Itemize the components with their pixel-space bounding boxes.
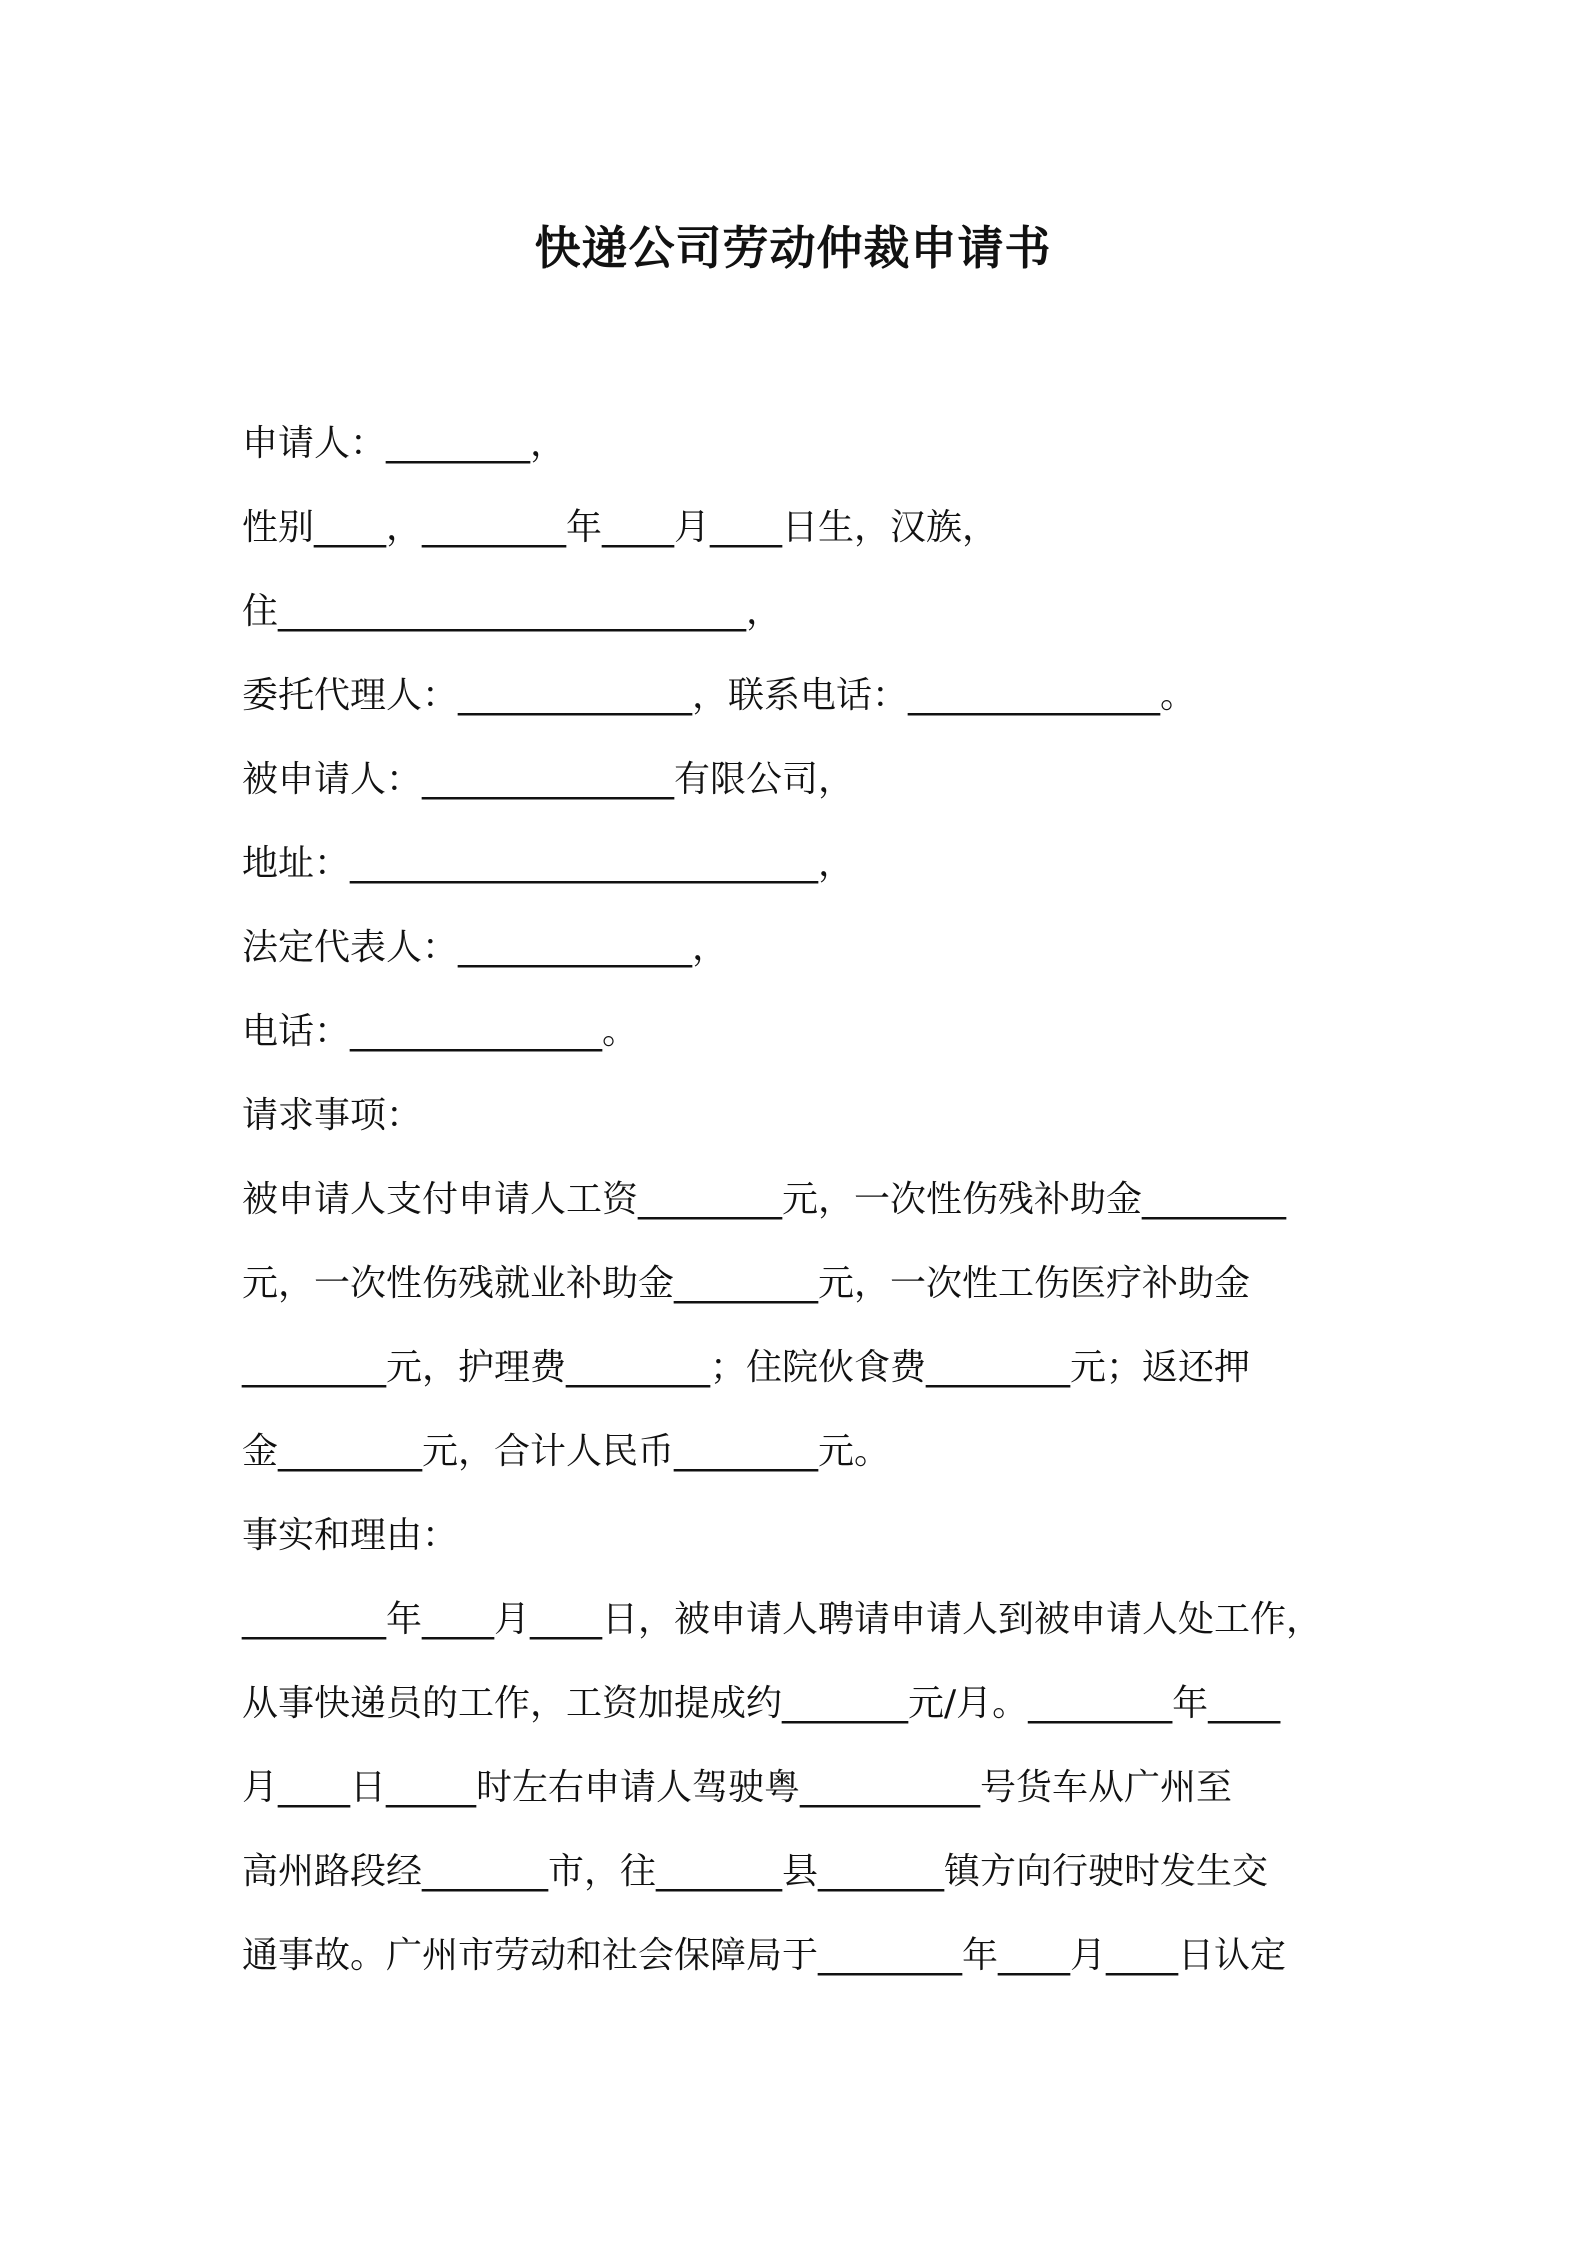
- facts-line-3: 月____日_____时左右申请人驾驶粤__________号货车从广州至: [242, 1767, 1233, 1808]
- claims-line-4: 金________元，合计人民币________元。: [242, 1431, 891, 1472]
- respondent-address-line: 地址：__________________________，: [242, 843, 855, 884]
- address-line: 住__________________________，: [242, 591, 782, 632]
- respondent-line: 被申请人：______________有限公司，: [242, 759, 855, 800]
- legal-representative-line: 法定代表人：_____________，: [242, 927, 729, 968]
- respondent-phone-line: 电话：______________。: [242, 1011, 639, 1052]
- claims-line-2: 元，一次性伤残就业补助金________元，一次性工伤医疗补助金: [242, 1263, 1251, 1304]
- document-body: [242, 402, 1422, 1998]
- facts-line-4: 高州路段经_______市，往_______县_______镇方向行驶时发生交: [242, 1851, 1269, 1892]
- document-title: 快递公司劳动仲裁申请书: [534, 221, 1052, 275]
- claims-line-3: ________元，护理费________；住院伙食费________元；返还押: [242, 1347, 1251, 1388]
- facts-line-1: ________年____月____日，被申请人聘请申请人到被申请人处工作，: [242, 1599, 1323, 1640]
- gender-birth-line: 性别____，________年____月____日生，汉族，: [242, 507, 999, 548]
- agent-phone-line: 委托代理人：_____________，联系电话：______________。: [242, 675, 1197, 716]
- applicant-line: 申请人：________，: [242, 423, 567, 464]
- claims-line-1: 被申请人支付申请人工资________元，一次性伤残补助金________: [242, 1179, 1287, 1220]
- facts-heading: 事实和理由：: [242, 1515, 459, 1556]
- facts-line-2: 从事快递员的工作，工资加提成约_______元/月。________年____: [242, 1683, 1281, 1724]
- claims-heading: 请求事项：: [242, 1095, 423, 1136]
- facts-line-5: 通事故。广州市劳动和社会保障局于________年____月____日认定: [242, 1935, 1287, 1976]
